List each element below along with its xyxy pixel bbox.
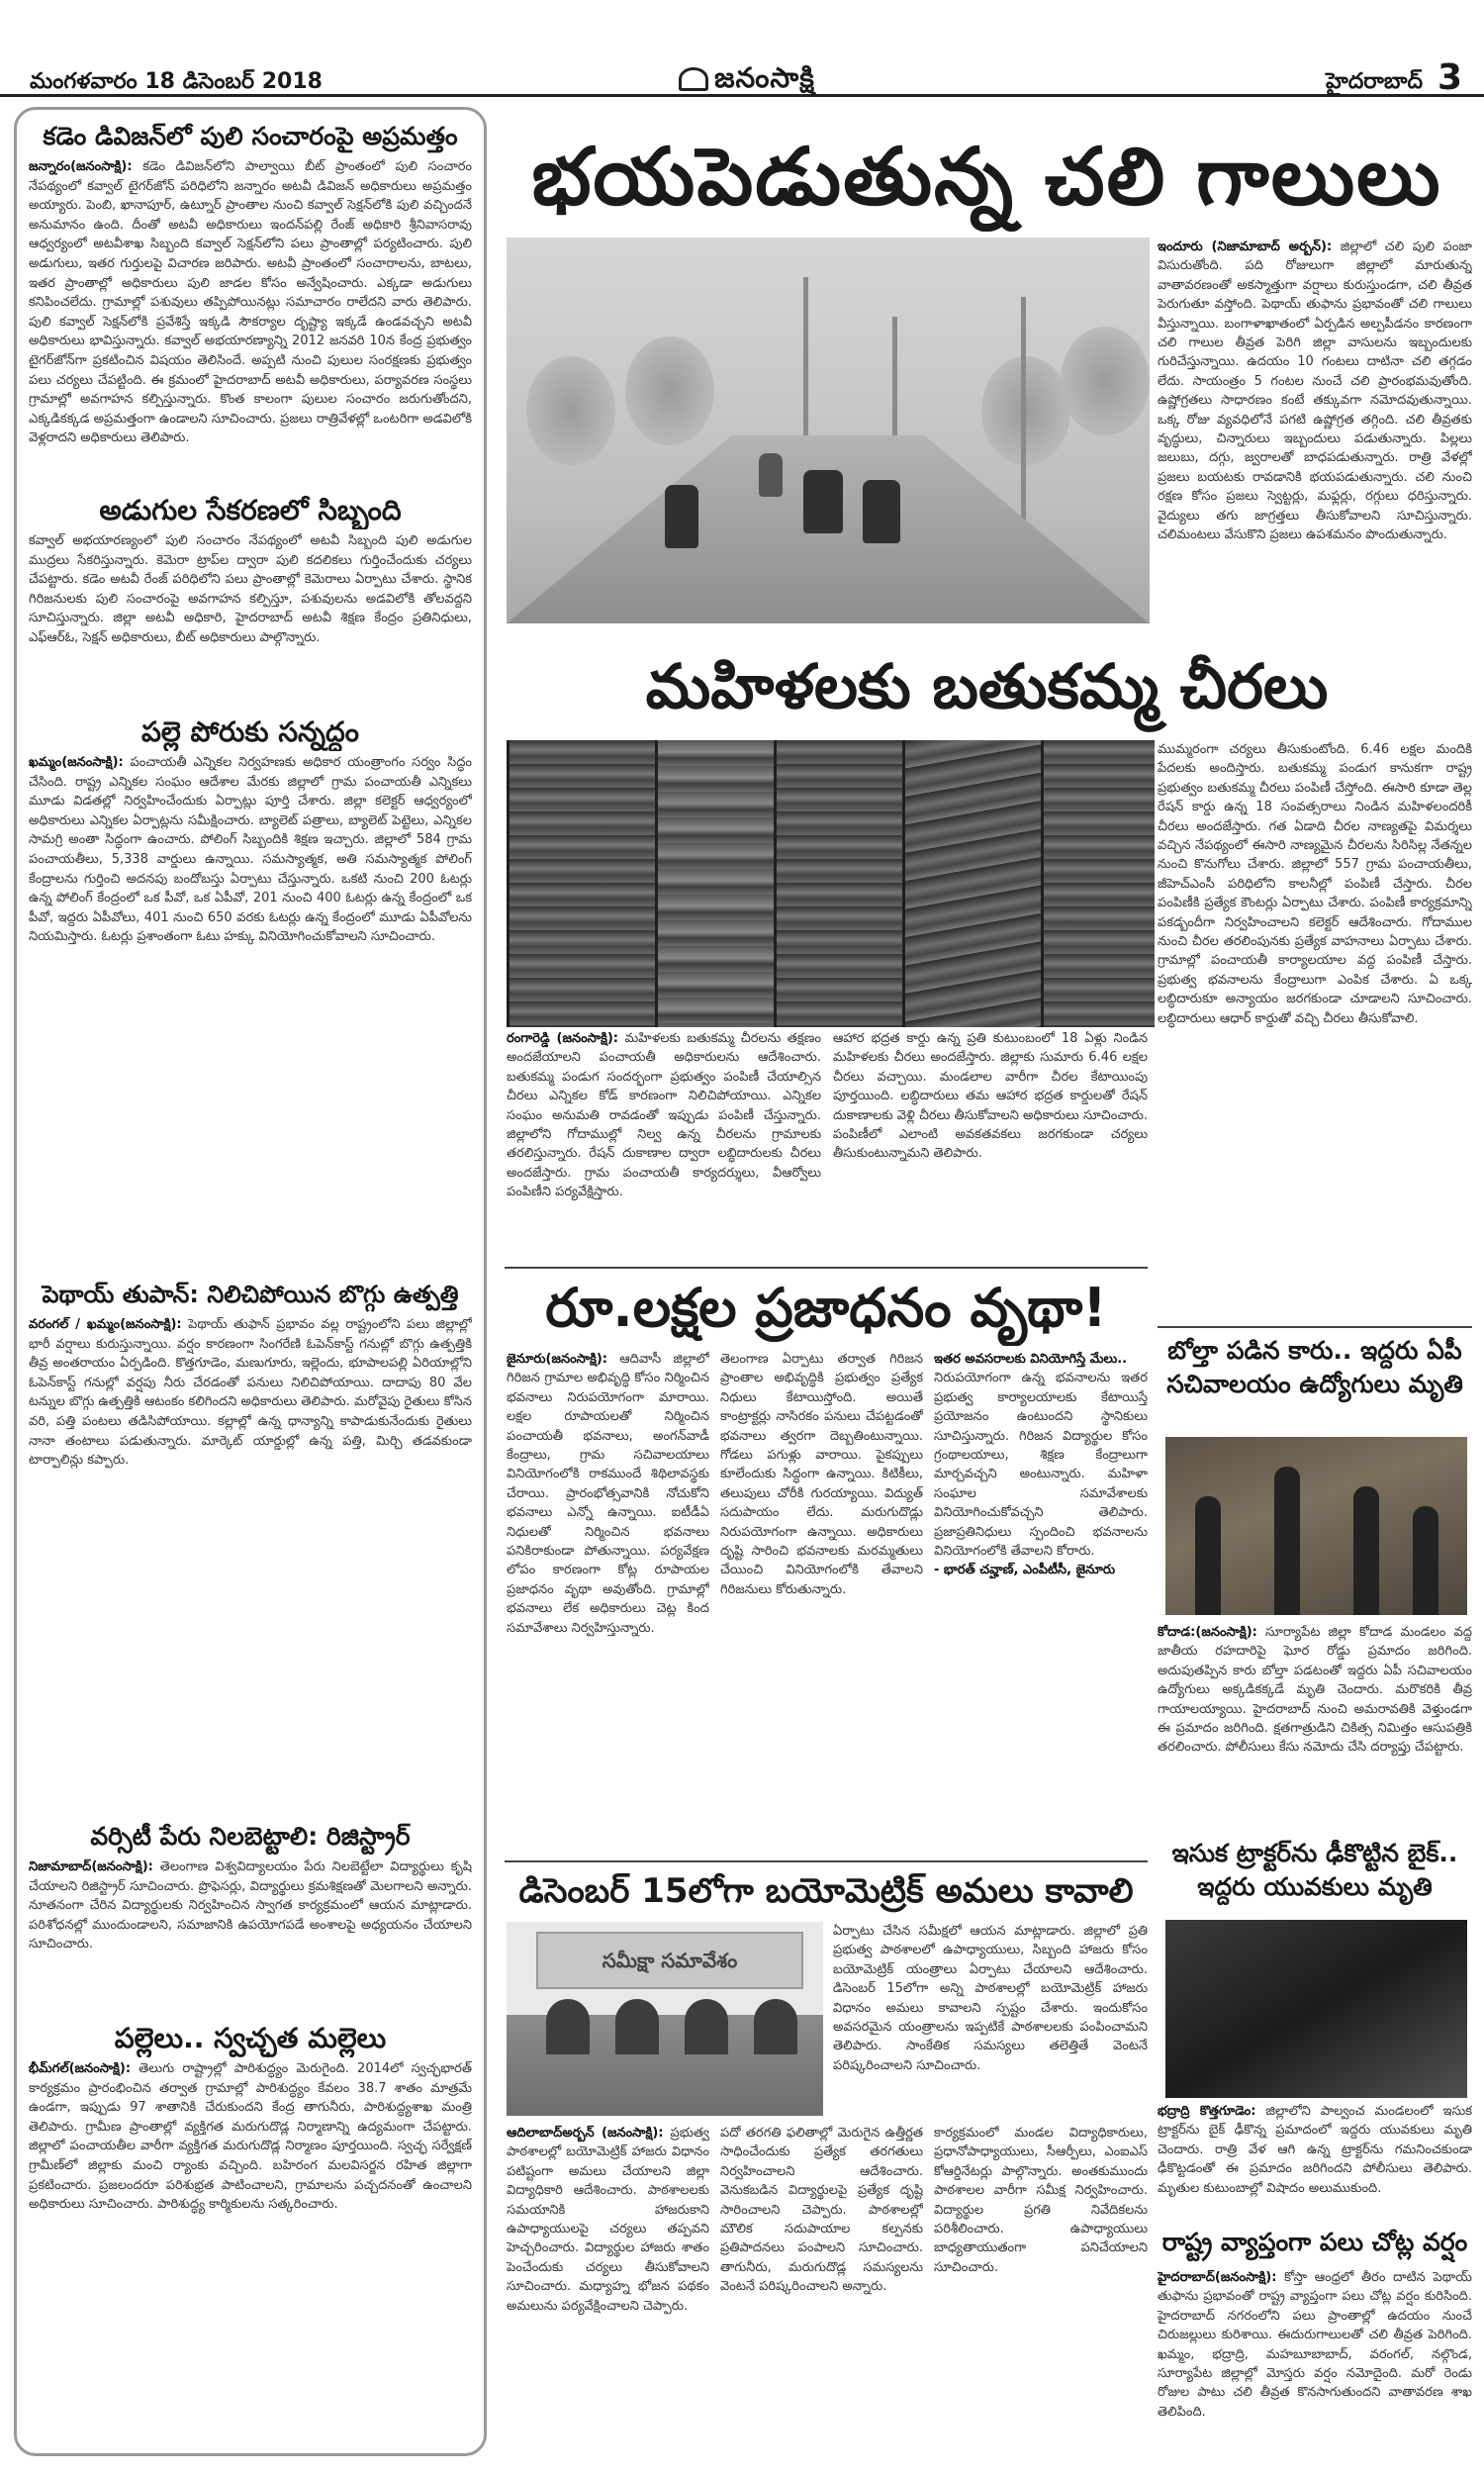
bike-accident-photo [1165,1920,1467,2098]
university-story-dateline: నిజామాబాద్(జనంసాక్షి): [29,1859,153,1874]
biometric-dateline: ఆదిలాబాద్‌అర్బన్ (జనంసాక్షి): [507,2126,664,2141]
bike-accident-text: జిల్లాలోని పాల్వంచ మండలంలో ఇసుక ట్రాక్టర్‌ను బైక్ ఢీకొన్న ప్రమాదంలో ఇద్దరు యువకులు మృతి చెందారు. రాత్రి వేళ ఆగి ఉన్న ట్రాక్టర్‌ను గమనించకుండా ఢీకొట్టడంతో ఈ ప్రమాదం జరిగిందని పోలీసులు తెలిపారు. మృతుల కుటుంబాల్లో విషాదం అలుముకుంది. [1158,2104,1472,2196]
photo-person [1274,1467,1300,1615]
cold-wave-body [1158,238,1472,633]
photo-saree-stack [507,740,655,1027]
masthead [0,0,1484,97]
saree-bundles-photo [507,740,1155,1027]
photo-saree-stack [902,740,1041,1027]
biometric-col3: కార్యక్రమంలో మండల విద్యాధికారులు, ప్రధానోపాధ్యాయులు, సీఆర్పీలు, ఎంఐఎస్ కోఆర్డినేటర్లు పాల్గొన్నారు. అంతకుముందు పాఠశాలల వారీగా సమీక్ష నిర్వహించారు. విద్యార్థుల ప్రగతి నివేదికలను పరిశీలించారు. ఉపాధ్యాయులు బాధ్యతాయుతంగా పనిచేయాలని సూచించారు. [934,2126,1148,2275]
photo-motorbike [863,480,900,543]
saree-body-col2: ఆహార భద్రత కార్డు ఉన్న ప్రతి కుటుంబంలో 18 ఏళ్లు నిండిన మహిళలకు చీరలు అందజేస్తారు. జిల్లాకు సుమారు 6.46 లక్షల చీరలు వచ్చాయి. మండలాల వారీగా చీరల కేటాయింపు పూర్తయింది. లబ్ధిదారులు తమ ఆహార భద్రత కార్డులతో రేషన్ దుకాణాలకు వెళ్లి చీరలు తీసుకోవాలని అధికారులు సూచించారు. పంపిణీలో ఎలాంటి అవకతవకలు జరగకుండా చర్యలు తీసుకుంటున్నామని తెలిపారు. [833,1031,1148,1162]
money-waste-text-col1: ఆదివాసీ జిల్లాలో గిరిజన గ్రామాల అభివృద్ధి కోసం నిర్మించిన భవనాలు నిరుపయోగంగా మారాయి. లక్షల రూపాయలతో నిర్మించిన పంచాయతీ భవనాలు, అంగన్‌వాడీ కేంద్రాలు, గ్రామ సచివాలయాలు వినియోగంలోకి రాకముందే శిథిలావస్థకు చేరాయి. ప్రారంభోత్సవానికి నోచుకోని భవనాలు ఎన్నో ఉన్నాయి. ఐటీడీఏ నిధులతో నిర్మించిన భవనాలు పనికిరాకుండా పోతున్నాయి. పర్యవేక్షణ లోపం కారణంగా కోట్ల రూపాయల ప్రజాధనం వృథా అవుతోంది. గ్రామాల్లో భవనాలు లేక అధికారులు చెట్ల కింద సమావేశాలు నిర్వహిస్తున్నారు. [507,1352,709,1636]
university-story [29,1818,472,2012]
rain-text: కోస్తా ఆంధ్రలో తీరం దాటిన పెథాయ్ తుఫాను ప్రభావంతో రాష్ట్ర వ్యాప్తంగా పలు చోట్ల వర్షం కురిసింది. హైదరాబాద్ నగరంలోని పలు ప్రాంతాల్లో ఉదయం నుంచే చిరుజల్లులు కురిశాయి. ఈదురుగాలులతో చలి తీవ్రత పెరిగింది. ఖమ్మం, భద్రాద్రి, మహబూబాబాద్, వరంగల్, నల్గొండ, సూర్యాపేట జిల్లాల్లో మోస్తరు వర్షం నమోదైంది. మరో రెండు రోజుల పాటు చలి తీవ్రత కొనసాగుతుందని వాతావరణ శాఖ తెలిపింది. [1158,2270,1472,2420]
cyclone-story-body [29,1315,472,1810]
rain-body [1158,2268,1472,2466]
saree-side-column: ముమ్మరంగా చర్యలు తీసుకుంటోంది. 6.46 లక్షల మందికి పేదలకు అందిస్తారు. బతుకమ్మ పండుగ కానుకగా రాష్ట్ర ప్రభుత్వం బతుకమ్మ చీరలు పంపిణీ చేస్తోంది. ఈసారి కూడా తెల్ల రేషన్ కార్డు ఉన్న 18 సంవత్సరాలు నిండిన మహిళలందరికీ చీరలు అందజేస్తారు. గత ఏడాది చీరల నాణ్యతపై విమర్శలు వచ్చిన నేపథ్యంలో ఈసారి నాణ్యమైన చీరలను సిరిసిల్ల నేతన్నల నుంచి కొనుగోలు చేశారు. జిల్లాలో 557 గ్రామ పంచాయతీలు, జీహెచ్ఎంసీ పరిధిలోని కాలనీల్లో పంపిణీ చేస్తారు. చీరల పంపిణీకి ప్రత్యేక కౌంటర్లు ఏర్పాటు చేశారు. పంపిణీ కార్యక్రమాన్ని పకడ్బందీగా నిర్వహించాలని కలెక్టర్ ఆదేశించారు. గోదాముల నుంచి చీరల తరలింపునకు ప్రత్యేక వాహనాలు ఏర్పాటు చేశారు. గ్రామాల్లో పంచాయతీ కార్యాలయాల వద్ద పంపిణీ చేస్తారు. ప్రభుత్వ భవనాలను కేంద్రాలుగా ఎంపిక చేశారు. ఏ ఒక్క లబ్ధిదారుకూ అన్యాయం జరగకుండా చూడాలని సూచించారు. లబ్ధిదారులు ఆధార్ కార్డుతో వచ్చి చీరలు తీసుకోవాలి. [1158,742,1472,1026]
saree-headline: మహిళలకు బతుకమ్మ చీరలు [645,650,1329,722]
election-story-headline: పల్లె పోరుకు సన్నద్ధం [141,715,359,748]
photo-tree [625,336,714,445]
photo-motorbike [665,485,698,548]
cold-wave-dateline: ఇందూరు (నిజామాబాద్ అర్బన్): [1158,239,1333,254]
sanitation-story [29,2020,472,2456]
money-waste-col3 [934,1350,1148,1853]
car-accident-dateline: కోదాడ:(జనంసాక్షి): [1158,1625,1257,1640]
cyclone-story-dateline: వరంగల్ / ఖమ్మం(జనంసాక్షి): [29,1317,182,1332]
tiger-story-text: కడెం డివిజన్‌లోని పాల్వాయి బీట్ ప్రాంతంలో పులి సంచారం నేపథ్యంలో కవ్వాల్ టైగర్‌జోన్ పరిధిలోని జన్నారం అటవీ డివిజన్ అధికారులు అప్రమత్తం అయ్యారు. పెంబి, ఖానాపూర్, ఉట్నూర్ ప్రాంతాల నుంచి కవ్వాల్ సెక్షన్‌లోకి పులి వచ్చిందనే అనుమానం ఉంది. దీంతో అటవీ అధికారులు ఇందన్‌పల్లి రేంజ్ అధికారి శ్రీనివాసరావు ఆధ్వర్యంలో అటవీశాఖ సిబ్బంది కవ్వాల్ సెక్షన్‌లోని పలు ప్రాంతాల్లో పర్యటించారు. పులి అడుగులు, ఇతర గుర్తులపై విచారణ జరిపారు. అటవీ ప్రాంతంలో సంచారాలను, బాటలు, ఇతర ప్రాంతాల్లో అధికారులు పులి జాడల కోసం అన్వేషించారు. ఎక్కడా అడుగులు కనిపించలేదు. గ్రామాల్లో పశువులు తప్పిపోయినట్లు సమాచారం రాలేదని వారు తెలిపారు. పులి కవ్వాల్ సెక్షన్‌లోకి ప్రవేశిస్తే ఇక్కడి సౌకర్యాల దృష్ట్యా ఇక్కడే ఉండవచ్చని అటవీ అధికారులు భావిస్తున్నారు. కవ్వాల్ అభయారణ్యాన్ని 2012 జనవరి 10న కేంద్ర ప్రభుత్వం టైగర్‌జోన్‌గా ప్రకటించిన విషయం తెలిసిందే. అప్పటి నుంచి పులుల సంరక్షణకు ప్రభుత్వం పలు చర్యలు చేపట్టింది. ఈ క్రమంలో హైదరాబాద్ అటవీ అధికారులు, పర్యావరణ సంస్థలు గ్రామాల్లో అవగాహన కల్పిస్తున్నారు. కొంత కాలంగా పులుల సంచారం జరుగుతోందని, ఎక్కడికక్కడ అప్రమత్తంగా ఉండాలని సూచించారు. ప్రజలు రాత్రివేళల్లో ఒంటరిగా అడవిలోకి వెళ్లరాదని అధికారులు తెలిపారు. [29,159,472,446]
car-accident-text: సూర్యాపేట జిల్లా కోదాడ మండలం వద్ద జాతీయ రహదారిపై ఘోర రోడ్డు ప్రమాదం జరిగింది. అదుపుతప్పిన కారు బోల్తా పడటంతో ఇద్దరు ఏపీ సచివాలయం ఉద్యోగులు అక్కడికక్కడే మృతి చెందారు. మరొకరికి తీవ్ర గాయాలయ్యాయి. హైదరాబాద్ నుంచి అమరావతికి వెళ్తుండగా ఈ ప్రమాదం జరిగింది. క్షతగాత్రుడిని చికిత్స నిమిత్తం ఆసుపత్రికి తరలించారు. పోలీసులు కేసు నమోదు చేసి దర్యాప్తు చేపట్టారు. [1158,1625,1472,1756]
university-story-body [29,1857,472,2012]
sanitation-story-dateline: భీమ్‌గల్(జనంసాక్షి): [29,2061,132,2076]
tiger-story-body [29,157,472,484]
sanitation-story-body [29,2059,472,2456]
review-meeting-photo [507,1922,823,2116]
tiger-story-headline: కడెం డివిజన్‌లో పులి సంచారంపై అప్రమత్తం [43,122,458,150]
money-waste-col2: తెలంగాణ ఏర్పాటు తర్వాత గిరిజన ప్రాంతాల అభివృద్ధికి ప్రభుత్వం ప్రత్యేక నిధులు కేటాయిస్తోంది. అయితే కాంట్రాక్టర్లు నాసిరకం పనులు చేపట్టడంతో భవనాలు త్వరగా దెబ్బతింటున్నాయి. గోడలు పగుళ్లు వారాయి. పైకప్పులు కూలేందుకు సిద్ధంగా ఉన్నాయి. కిటికీలు, తలుపులు చోరీకి గురయ్యాయి. విద్యుత్ సదుపాయం లేదు. మరుగుదొడ్లు నిరుపయోగంగా ఉన్నాయి. అధికారులు దృష్టి సారించి భవనాలకు మరమ్మతులు చేయించి వినియోగంలోకి తేవాలని గిరిజనులు కోరుతున్నారు. [720,1352,923,1597]
cold-wave-text: జిల్లాలో చలి పులి పంజా విసురుతోంది. పది రోజులుగా జిల్లాలో మారుతున్న వాతావరణంతో అకస్మాత్తుగా వర్షాలు కురుస్తుండగా, చలి తీవ్రత పెరుగుతూ వస్తోంది. పెథాయ్ తుఫాను ప్రభావంతో చలి గాలులు వీస్తున్నాయి. బంగాళాఖాతంలో ఏర్పడిన అల్పపీడనం కారణంగా చలి గాలుల తీవ్రత పెరిగి జిల్లా వాసులను ఇబ్బందులకు గురిచేస్తున్నాయి. ఉదయం 10 గంటలు దాటినా చలి తగ్గడం లేదు. సాయంత్రం 5 గంటల నుంచే చలి ప్రారంభమవుతోంది. ఉష్ణోగ్రతలు సాధారణం కంటే తక్కువగా నమోదవుతున్నాయి. ఒక్క రోజు వ్యవధిలోనే పగటి ఉష్ణోగ్రత తగ్గింది. చలి తీవ్రతకు వృద్ధులు, చిన్నారులు ఇబ్బందులు పడుతున్నారు. పిల్లలు జలుబు, దగ్గు, జ్వరాలతో బాధపడుతున్నారు. రాత్రి వేళల్లో ప్రజలు బయటకు రావడానికి భయపడుతున్నారు. చలి నుంచి రక్షణ కోసం ప్రజలు స్వెట్టర్లు, మఫ్లర్లు, రగ్గులు ధరిస్తున్నారు. వైద్యులు తగు జాగ్రత్తలు తీసుకోవాలని సూచిస్తున్నారు. చలిమంటలు వేసుకొని ప్రజలు ఉపశమనం పొందుతున్నారు. [1158,239,1472,543]
election-story-text: పంచాయతీ ఎన్నికల నిర్వహణకు అధికార యంత్రాంగం సర్వం సిద్ధం చేసింది. రాష్ట్ర ఎన్నికల సంఘం ఆదేశాల మేరకు జిల్లాలో గ్రామ పంచాయతీ ఎన్నికలు మూడు విడతల్లో నిర్వహించేందుకు ఏర్పాట్లు పూర్తి చేశారు. జిల్లా కలెక్టర్ ఆధ్వర్యంలో అధికారులు ఎన్నికల ఏర్పాట్లను సమీక్షించారు. బ్యాలెట్ పత్రాలు, బ్యాలెట్ పెట్టెలు, ఎన్నికల సామగ్రి అంతా సిద్ధంగా ఉంచారు. పోలింగ్ సిబ్బందికి శిక్షణ ఇచ్చారు. జిల్లాలో 584 గ్రామ పంచాయతీలు, 5,338 వార్డులు ఉన్నాయి. సమస్యాత్మక, అతి సమస్యాత్మక పోలింగ్ కేంద్రాలను గుర్తించి అదనపు బందోబస్తు ఏర్పాటు చేస్తున్నారు. ఒకటి నుంచి 200 ఓటర్లు ఉన్న పోలింగ్ కేంద్రంలో ఒక పీవో, ఒక ఏపీవో, 201 నుంచి 400 ఓటర్లు ఉన్న కేంద్రంలో ఒక పీవో, ఇద్దరు ఏపీవోలు, 401 నుంచి 650 వరకు ఓటర్లు ఉన్న కేంద్రంలో మూడు ఏపీవోలను నియమిస్తారు. ఓటర్లు ప్రశాంతంగా ఓటు హక్కు వినియోగించుకోవాలని సూచించారు. [29,755,472,945]
election-story-dateline: ఖమ్మం(జనంసాక్షి): [29,755,124,770]
meeting-banner: సమీక్షా సమావేశం [536,1932,803,1989]
sanitation-story-text: తెలుగు రాష్ట్రాల్లో పారిశుద్ధ్యం మెరుగైంది. 2014లో స్వచ్ఛభారత్ కార్యక్రమం ప్రారంభించిన తర్వాత గ్రామాల్లో పారిశుద్ధ్యం కేవలం 38.7 శాతం మాత్రమే ఉండగా, ఇప్పుడు 97 శాతానికి చేరుకుందని కేంద్ర తాగునీరు, పారిశుద్ధ్యశాఖ మంత్రి తెలిపారు. గ్రామీణ ప్రాంతాల్లో వ్యక్తిగత మరుగుదొడ్ల నిర్మాణాన్ని ఉద్యమంగా చేపట్టారు. జిల్లాలో పంచాయతీల వారీగా వ్యక్తిగత మరుగుదొడ్ల నిర్మాణం పూర్తయింది. స్వచ్ఛ సర్వేక్షణ్ గ్రామీణ్‌లో జిల్లాకు మంచి ర్యాంకు వచ్చింది. బహిరంగ మలవిసర్జన రహిత జిల్లాగా ప్రకటించారు. ప్రజలందరూ పరిశుభ్రత పాటించాలని, గ్రామాలను పచ్చదనంతో ఉంచాలని అధికారులు సూచించారు. పారిశుద్ధ్య కార్మికులను సత్కరించారు. [29,2061,472,2213]
biometric-intro: ఏర్పాటు చేసిన సమీక్షలో ఆయన మాట్లాడారు. జిల్లాలో ప్రతి ప్రభుత్వ పాఠశాలలో ఉపాధ్యాయులు, సిబ్బంది హాజరు కోసం బయోమెట్రిక్ యంత్రాలు ఏర్పాటు చేయాలని ఆదేశించారు. డిసెంబర్ 15లోగా అన్ని పాఠశాలల్లో బయోమెట్రిక్ హాజరు విధానం అమలు కావాలని స్పష్టం చేశారు. ఇందుకోసం అవసరమైన యంత్రాలను ఇప్పటికే పాఠశాలలకు పంపించామని తెలిపారు. సాంకేతిక సమస్యలు తలెత్తితే వెంటనే పరిష్కరించాలని సూచించారు. [833,1924,1148,2073]
sanitation-story-headline: పల్లెలు.. స్వచ్ఛత మల్లెలు [114,2022,387,2054]
photo-tree [1061,327,1150,435]
left-news-column [14,107,487,2456]
university-story-text: తెలంగాణ విశ్వవిద్యాలయం పేరు నిలబెట్టేలా విద్యార్థులు కృషి చేయాలని రిజిస్ట్రార్ సూచించారు. ప్రొఫెసర్లు, విద్యార్థులు క్రమశిక్షణతో మెలగాలని అన్నారు. నూతనంగా చేరిన విద్యార్థులకు నిర్వహించిన స్వాగత కార్యక్రమంలో ఆయన మాట్లాడారు. పరిశోధనల్లో ముందుండాలని, సమాజానికి ఉపయోగపడే అంశాలపై అధ్యయనం చేయాలని సూచించారు. [29,1859,472,1952]
cyclone-story [29,1276,472,1810]
saree-text-col1: మహిళలకు బతుకమ్మ చీరలను తక్షణం అందజేయాలని పంచాయతీ అధికారులను ఆదేశించారు. బతుకమ్మ పండుగ సందర్భంగా ప్రభుత్వం పంపిణీ చేయాల్సిన చీరలు ఎన్నికల కోడ్ కారణంగా నిలిచిపోయాయి. ఎన్నికల సంఘం అనుమతి రావడంతో ఇప్పుడు పంపిణీ చేస్తున్నారు. జిల్లాలోని గోదాముల్లో నిల్వ ఉన్న చీరలను గ్రామాలకు తరలిస్తున్నారు. రేషన్ దుకాణాల ద్వారా లబ్ధిదారులకు చీరలు అందజేస్తారు. గ్రామ పంచాయతీ కార్యదర్శులు, వీఆర్వోలు పంపిణీని పర్యవేక్షిస్తారు. [507,1031,821,1200]
photo-person [1195,1496,1221,1615]
photo-person [685,1999,728,2054]
money-waste-text-col3: నిరుపయోగంగా ఉన్న భవనాలను ఇతర ప్రభుత్వ కార్యాలయాలకు కేటాయిస్తే ప్రయోజనం ఉంటుందని స్థానికులు సూచిస్తున్నారు. గిరిజన విద్యార్థుల కోసం గ్రంథాలయాలు, శిక్షణ కేంద్రాలుగా మార్చవచ్చని అంటున్నారు. మహిళా సంఘాల సమావేశాలకు వినియోగించుకోవచ్చని తెలిపారు. ప్రజాప్రతినిధులు స్పందించి భవనాలను వినియోగంలోకి తేవాలని కోరారు. [934,1371,1148,1560]
foggy-road-photo [507,238,1150,623]
photo-saree-stack [1041,740,1155,1027]
photo-saree-stack [655,740,774,1027]
edition-city: హైదరాబాద్ [1326,69,1423,94]
photo-person [1413,1506,1438,1615]
bike-accident-dateline: భద్రాద్రి కొత్తగూడెం: [1158,2104,1256,2119]
logo-text: జనంసాక్షి [714,61,815,94]
photo-person [546,1999,590,2054]
money-waste-quote-name: - భారత్ చవ్హాణ్, ఎంపీటీసీ, జైనూరు [934,1563,1116,1578]
car-accident-body [1158,1623,1472,1833]
rain-dateline: హైదరాబాద్(జనంసాక్షి): [1158,2270,1277,2285]
bike-accident-headline: ఇసుక ట్రాక్టర్‌ను ఢీకొట్టిన బైక్.. ఇద్దరు యువకులు మృతి [1171,1839,1458,1901]
photo-person [754,1999,797,2054]
money-waste-col1 [507,1350,709,1853]
accident-scene-photo [1165,1437,1467,1615]
issue-date: మంగళవారం 18 డిసెంబర్ 2018 [30,69,323,94]
election-story [29,714,472,1268]
logo-icon [679,67,708,91]
newspaper-logo [633,61,861,95]
tiger-story-dateline: జన్నారం(జనంసాక్షి): [29,159,133,174]
biometric-headline: డిసెంబర్ 15లోగా బయోమెట్రిక్ అమలు కావాలి [505,1860,1148,1918]
election-story-body [29,753,472,1268]
biometric-text-col1: ప్రభుత్వ పాఠశాలల్లో బయోమెట్రిక్ హాజరు విధానం పటిష్టంగా అమలు చేయాలని జిల్లా విద్యాధికారి ఆదేశించారు. పాఠశాలలకు సమయానికి హాజరుకాని ఉపాధ్యాయులపై చర్యలు తప్పవని హెచ్చరించారు. విద్యార్థుల హాజరు శాతం పెంచేందుకు చర్యలు తీసుకోవాలని సూచించారు. మధ్యాహ్న భోజన పథకం అమలును పర్యవేక్షించాలని చెప్పారు. [507,2126,709,2314]
saree-body-col1 [507,1029,821,1257]
money-waste-subhead: ఇతర అవసరాలకు వినియోగిస్తే మేలు.. [934,1352,1128,1367]
photo-motorbike [759,453,783,497]
money-waste-headline: రూ.లక్షల ప్రజాధనం వృథా! [505,1267,1148,1346]
biometric-col1 [507,2124,709,2456]
page-number: 3 [1437,57,1462,98]
biometric-col2: పదో తరగతి ఫలితాల్లో మెరుగైన ఉత్తీర్ణత సాధించేందుకు ప్రత్యేక తరగతులు నిర్వహించాలని ఆదేశించారు. వెనుకబడిన విద్యార్థులపై ప్రత్యేక దృష్టి సారించాలని చెప్పారు. పాఠశాలల్లో మౌలిక సదుపాయాల కల్పనకు ప్రతిపాదనలు పంపాలని సూచించారు. తాగునీరు, మరుగుదొడ్ల సమస్యలను వెంటనే పరిష్కరించాలని అన్నారు. [720,2126,923,2295]
photo-person [615,1999,659,2054]
tiger-story [29,118,472,484]
footprint-story [29,492,472,706]
saree-dateline: రంగారెడ్డి (జనంసాక్షి): [507,1031,619,1046]
photo-person [1353,1486,1379,1615]
photo-motorbike [803,470,843,533]
photo-tree [981,356,1070,465]
photo-saree-stack [774,740,902,1027]
money-waste-dateline: జైనూరు(జనంసాక్షి): [507,1352,608,1367]
rain-headline: రాష్ట్ర వ్యాప్తంగా పలు చోట్ల వర్షం [1161,2228,1468,2256]
footprint-story-headline: అడుగుల సేకరణలో సిబ్బంది [99,494,402,526]
car-accident-headline: బోల్తా పడిన కారు.. ఇద్దరు ఏపీ సచివాలయం ఉద్యోగులు మృతి [1158,1326,1472,1429]
university-story-headline: వర్సిటీ పేరు నిలబెట్టాలి: రిజిస్ట్రార్ [90,1822,411,1851]
bike-accident-body [1158,2102,1472,2217]
cyclone-story-text: పెథాయ్ తుఫాన్ ప్రభావం వల్ల రాష్ట్రంలోని పలు జిల్లాల్లో భారీ వర్షాలు కురుస్తున్నాయి. వర్షం కారణంగా సింగరేణి ఓపెన్‌కాస్ట్ గనుల్లో బొగ్గు ఉత్పత్తికి తీవ్ర అంతరాయం ఏర్పడింది. కొత్తగూడెం, మణుగూరు, ఇల్లెందు, భూపాలపల్లి ఏరియాల్లోని ఓపెన్‌కాస్ట్ గనుల్లో వర్షపు నీరు చేరడంతో పనులు నిలిచిపోయాయి. దాదాపు 80 వేల టన్నుల బొగ్గు ఉత్పత్తికి ఆటంకం కలిగిందని అధికారులు తెలిపారు. మరోవైపు రైతులు కోసిన వరి, పత్తి పంటలు తడిసిపోయాయి. కల్లాల్లో ఉన్న ధాన్యాన్ని కాపాడుకునేందుకు రైతులు నానా తంటాలు పడుతున్నారు. మార్కెట్ యార్డుల్లో ఉన్న పత్తి, మిర్చి తడవకుండా టార్పాలిన్లు కప్పారు. [29,1317,472,1469]
cold-wave-headline: భయపెడుతున్న చలి గాలులు [531,130,1442,223]
photo-tree [526,356,615,465]
footprint-story-body: కవ్వాల్ అభయారణ్యంలో పులి సంచారం నేపథ్యంలో అటవీ సిబ్బంది పులి అడుగుల ముద్రలు సేకరిస్తున్నారు. కెమెరా ట్రాప్‌ల ద్వారా పులి కదలికలు గుర్తించేందుకు చర్యలు చేపట్టారు. కడెం అటవీ రేంజ్ పరిధిలోని పలు ప్రాంతాల్లో కెమెరాలు ఏర్పాటు చేశారు. స్థానిక గిరిజనులకు పులి సంచారంపై అవగాహన కల్పిస్తూ, పశువులను అడవిలోకి తోలవద్దని సూచిస్తున్నారు. జిల్లా అటవీ అధికారి, హైదరాబాద్ అటవీ శిక్షణ కేంద్రం ప్రతినిధులు, ఎఫ్‌ఆర్‌ఓ, సెక్షన్ అధికారులు, బీట్ అధికారులు పాల్గొన్నారు. [29,533,472,645]
cyclone-story-headline: పెథాయ్ తుపాన్: నిలిచిపోయిన బొగ్గు ఉత్పత్తి [42,1281,459,1308]
